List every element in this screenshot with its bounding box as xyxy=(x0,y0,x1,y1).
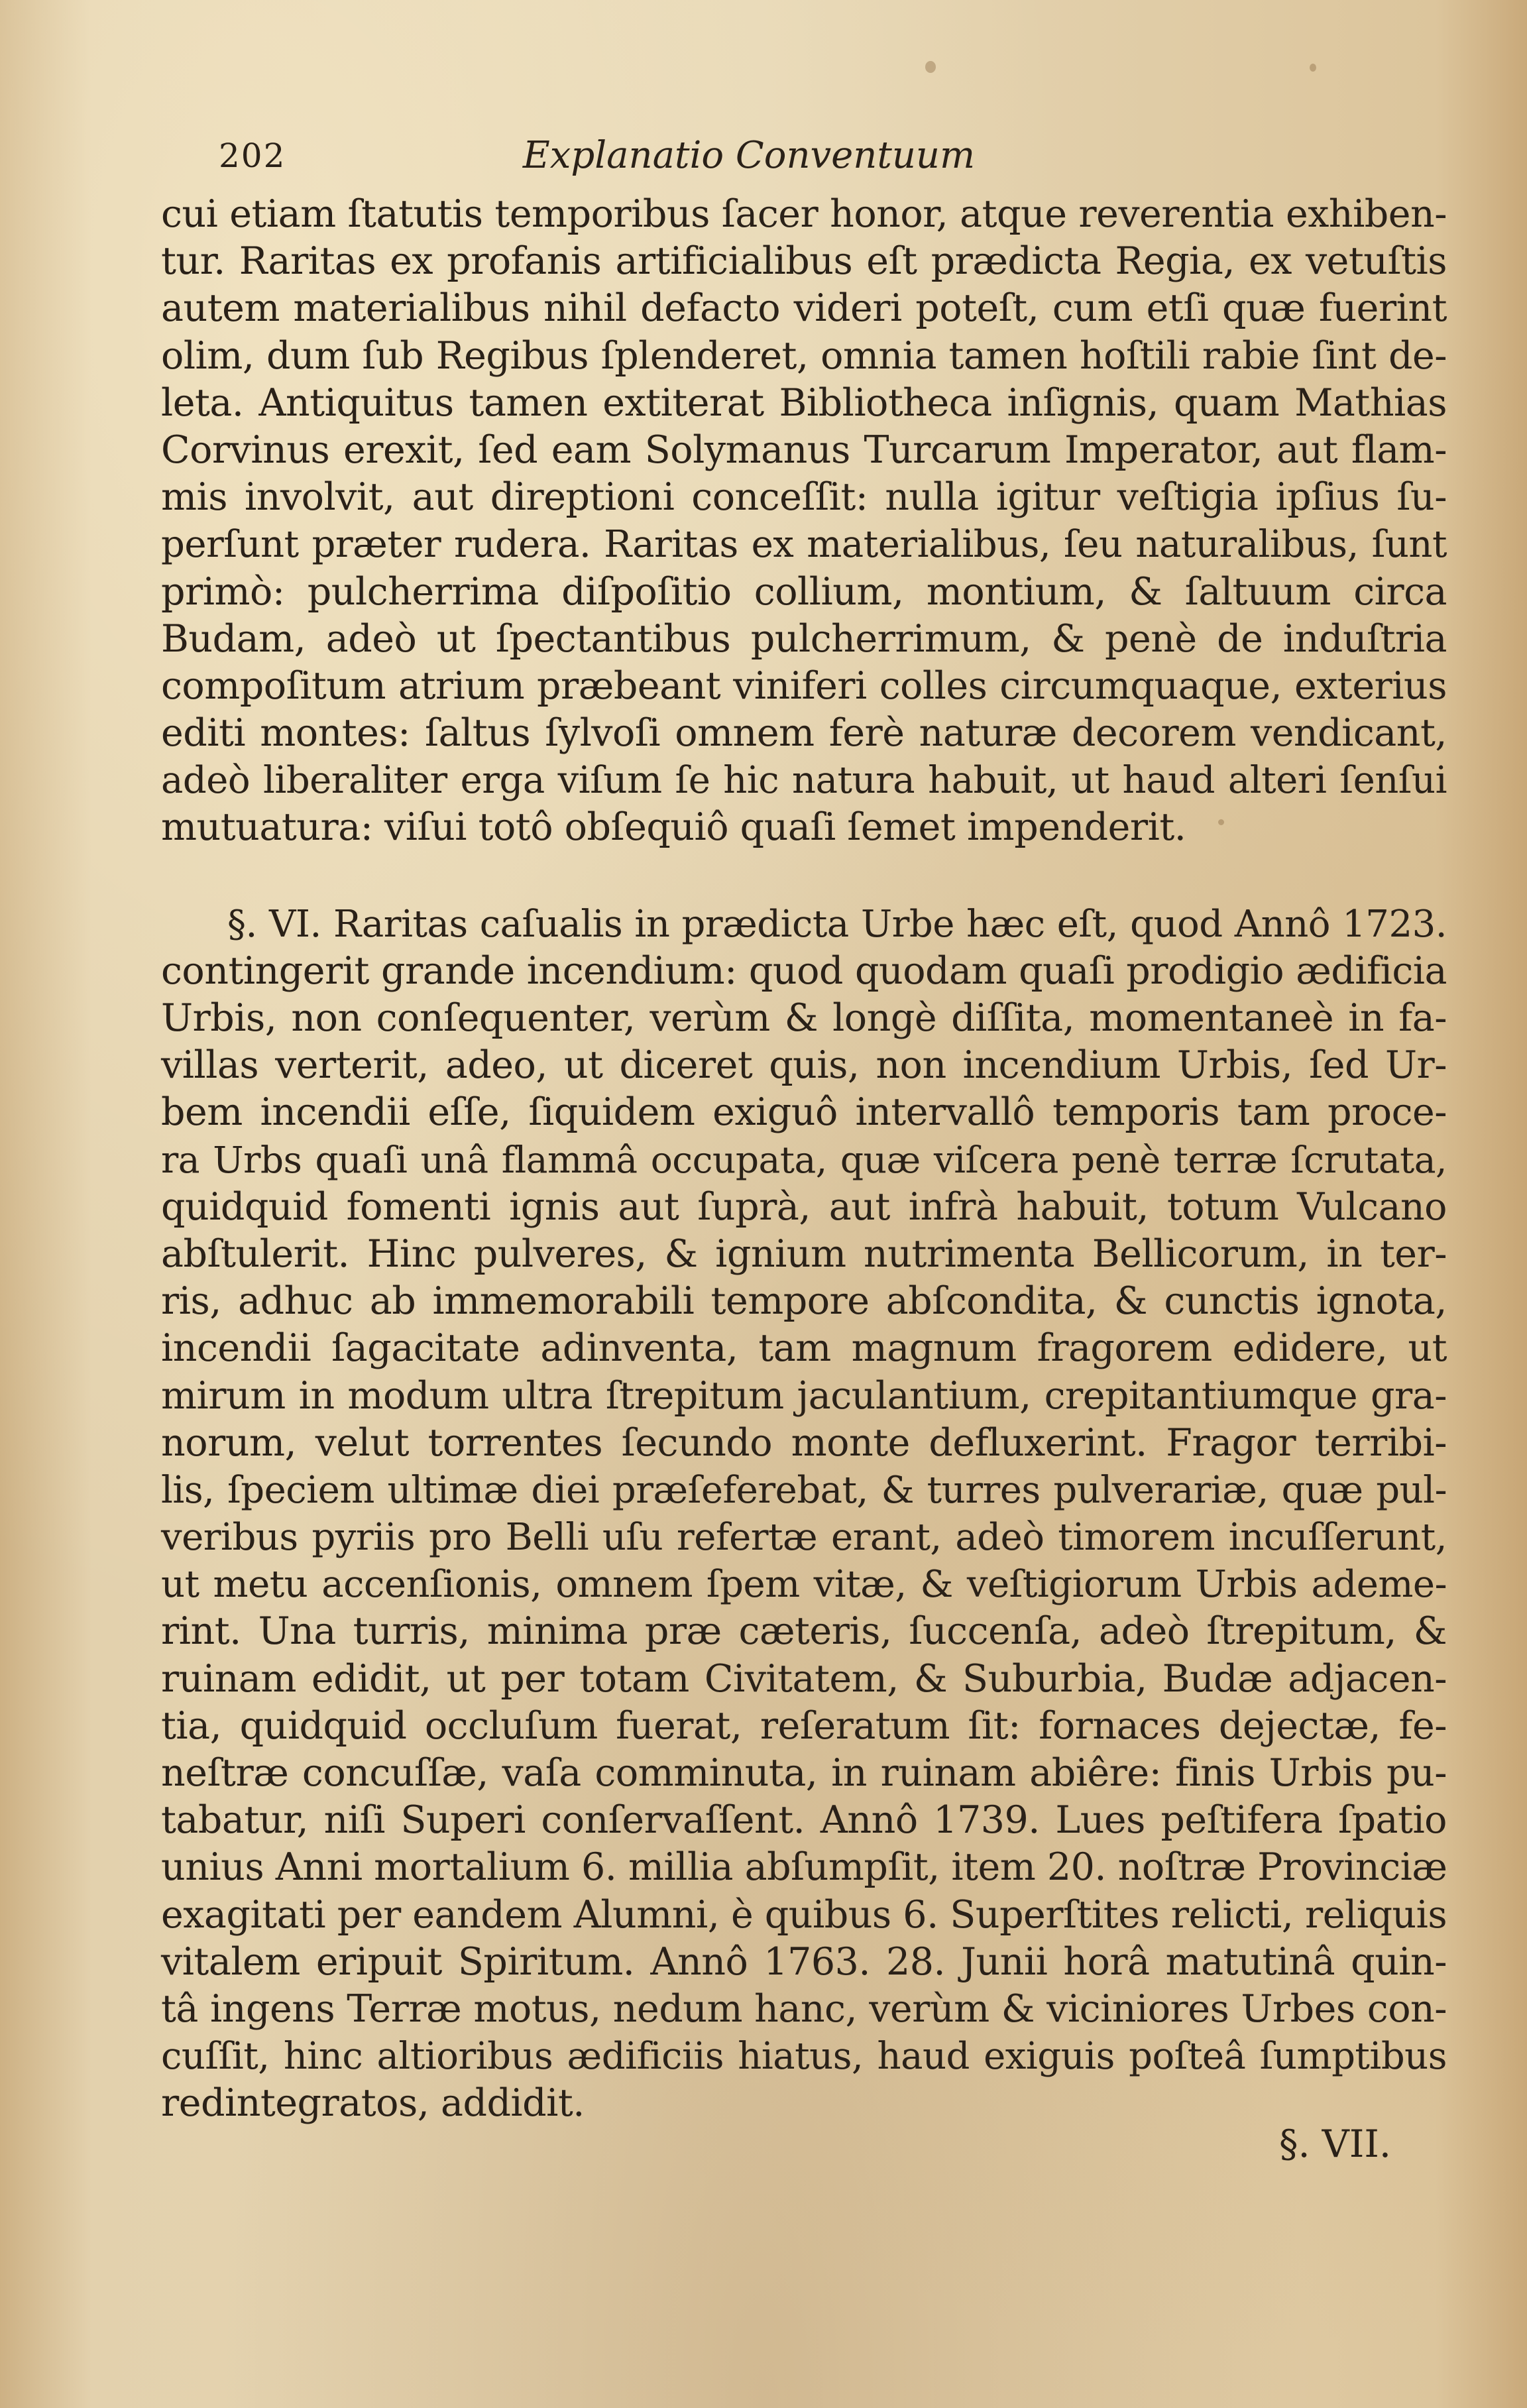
text-line: cuſſit, hinc altioribus ædificiis hiatus, haud exiguis poſteâ ſumptibus xyxy=(161,2035,1447,2079)
paragraph-1 xyxy=(161,191,1447,852)
paragraph-2 xyxy=(161,901,1447,2128)
text-line: veribus pyriis pro Belli uſu refertæ erant, adeò timorem incuſſerunt, xyxy=(161,1516,1447,1560)
text-line: abſtulerit. Hinc pulveres, & ignium nutrimenta Bellicorum, in ter- xyxy=(161,1232,1447,1276)
text-line: mirum in modum ultra ſtrepitum jaculantium, crepitantiumque gra- xyxy=(161,1373,1447,1418)
ink-spot-top xyxy=(925,61,936,73)
text-line: cui etiam ſtatutis temporibus ſacer honor, atque reverentia exhiben- xyxy=(161,192,1447,236)
page-header xyxy=(219,133,1279,179)
text-line: ra Urbs quaſi unâ flammâ occupata, quæ viſcera penè terræ ſcrutata, xyxy=(161,1138,1447,1181)
text-line: lis, ſpeciem ultimæ diei præſeferebat, & turres pulverariæ, quæ pul- xyxy=(161,1468,1447,1512)
text-line: rint. Una turris, minima præ cæteris, ſuccenſa, adeò ſtrepitum, & xyxy=(161,1609,1447,1654)
text-line: perſunt præter rudera. Raritas ex materialibus, ſeu naturalibus, ſunt xyxy=(161,523,1447,567)
page-number: 202 xyxy=(219,137,286,175)
text-line: incendii ſagacitate adinventa, tam magnum fragorem edidere, ut xyxy=(161,1326,1447,1371)
running-title: Explanatio Conventuum xyxy=(522,134,976,177)
text-line: mis involvit, aut direptioni conceſſit: nulla igitur veſtigia ipſius ſu- xyxy=(161,475,1447,520)
text-line: primò: pulcherrima diſpoſitio collium, montium, & ſaltuum circa xyxy=(161,569,1447,614)
text-line: adeò liberaliter erga viſum ſe hic natura habuit, ut haud alteri ſenſui xyxy=(161,759,1447,803)
body-text xyxy=(161,191,1447,2128)
text-line: §. VI. Raritas caſualis in prædicta Urbe hæc eſt, quod Annô 1723. xyxy=(227,902,1447,946)
text-line: mutuatura: viſui totô obſequiô quaſi ſemet impenderit. xyxy=(161,805,1186,850)
text-line: ut metu accenſionis, omnem ſpem vitæ, & veſtigiorum Urbis ademe- xyxy=(161,1563,1447,1607)
text-line: vitalem eripuit Spiritum. Annô 1763. 28. Junii horâ matutinâ quin- xyxy=(161,1939,1447,1984)
text-line: unius Anni mortalium 6. millia abſumpſit, item 20. noſtræ Provinciæ xyxy=(161,1845,1447,1890)
text-line: compoſitum atrium præbeant viniferi colles circumquaque, exterius xyxy=(161,663,1447,708)
text-line: ruinam edidit, ut per totam Civitatem, & Suburbia, Budæ adjacen- xyxy=(161,1656,1447,1701)
text-line: contingerit grande incendium: quod quodam quaſi prodigio ædificia xyxy=(161,948,1447,993)
text-line: olim, dum ſub Regibus ſplenderet, omnia tamen hoſtili rabie ſint de- xyxy=(161,333,1447,378)
text-line: ris, adhuc ab immemorabili tempore abſcondita, & cunctis ignota, xyxy=(161,1279,1447,1324)
text-line: autem materialibus nihil defacto videri poteſt, cum etſi quæ fuerint xyxy=(161,286,1447,331)
text-line: tâ ingens Terræ motus, nedum hanc, verùm & viciniores Urbes con- xyxy=(161,1986,1447,2031)
text-line: tabatur, niſi Superi conſervaſſent. Annô 1739. Lues peſtifera ſpatio xyxy=(161,1798,1447,1843)
text-line: exagitati per eandem Alumni, è quibus 6. Superſtites relicti, reliquis xyxy=(161,1892,1447,1937)
text-line: tia, quidquid occluſum fuerat, reſeratum ſit: fornaces dejectæ, fe- xyxy=(161,1703,1447,1748)
text-line: redintegratos, addidit. xyxy=(161,2081,585,2126)
text-line: norum, velut torrentes ſecundo monte defluxerint. Fragor terribi- xyxy=(161,1420,1447,1465)
text-line: tur. Raritas ex profanis artificialibus eſt prædicta Regia, ex vetuſtis xyxy=(161,239,1447,284)
catchword: §. VII. xyxy=(1278,2122,1391,2166)
text-line: quidquid fomenti ignis aut ſuprà, aut infrà habuit, totum Vulcano xyxy=(161,1184,1447,1229)
text-line: neſtræ concuſſæ, vaſa comminuta, in ruinam abiêre: finis Urbis pu- xyxy=(161,1751,1447,1795)
text-line: editi montes: ſaltus ſylvoſi omnem ferè naturæ decorem vendicant, xyxy=(161,711,1447,756)
text-line: bem incendii eſſe, ſiquidem exiguô intervallô temporis tam proce- xyxy=(161,1090,1447,1135)
paragraph-gap xyxy=(161,852,1447,901)
text-line: leta. Antiquitus tamen extiterat Bibliotheca inſignis, quam Mathias xyxy=(161,380,1447,425)
text-line: Corvinus erexit, ſed eam Solymanus Turcarum Imperator, aut flam- xyxy=(161,428,1447,472)
text-line: Urbis, non conſequenter, verùm & longè diſſita, momentaneè in fa- xyxy=(161,996,1447,1040)
text-line: villas verterit, adeo, ut diceret quis, non incendium Urbis, ſed Ur- xyxy=(161,1043,1447,1088)
text-line: Budam, adeò ut ſpectantibus pulcherrimum, & penè de induſtria xyxy=(161,616,1447,661)
ink-spot-top-right xyxy=(1310,64,1316,72)
